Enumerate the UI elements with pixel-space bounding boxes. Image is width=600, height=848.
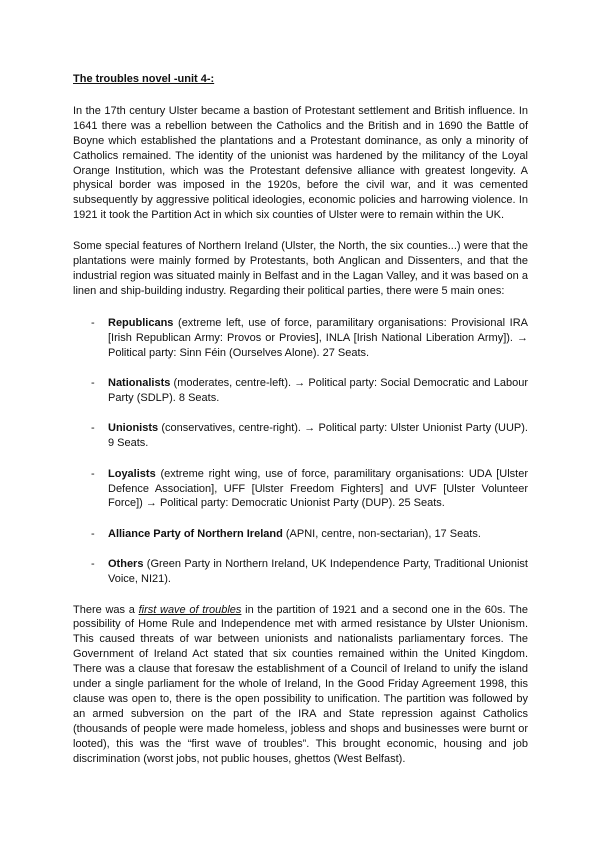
party-description: (extreme right wing, use of force, paramilitary organisations: UDA [Ulster Defence Association], UFF [Ulster Freedom Fighters] and UVF [Ulster Volunteer Force]) → Political party: Democratic Unionist Party (DUP). 25 Seats. (108, 467, 528, 510)
party-list (73, 316, 528, 587)
document-title: The troubles novel -unit 4-: (73, 73, 215, 85)
party-description: (Green Party in Northern Ireland, UK Independence Party, Traditional Unionist Voice, NI21). (108, 558, 528, 586)
list-dash: - (91, 558, 95, 571)
first-wave-emphasis: first wave of troubles (138, 603, 242, 616)
list-dash: - (91, 316, 95, 329)
party-name: Loyalists (108, 467, 156, 480)
party-item-alliance (73, 527, 528, 542)
party-item-others (73, 557, 528, 587)
list-dash: - (91, 377, 95, 389)
party-description: (APNI, centre, non-sectarian), 17 Seats. (282, 527, 481, 540)
party-item-republicans (73, 316, 528, 361)
paragraph-troubles-rest: in the partition of 1921 and a second one in the 60s. The possibility of Home Rule and Independence met with armed resistance by Ulster Unionism. This caused threats of war between unionists and nationalists parliamentary forces. The Government of Ireland Act stated that six counties remained within the United Kingdom. There was a clause that foresaw the establishment of a Council of Ireland to unify the island under a single parliament for the whole of Ireland, In the Good Friday Agreement 1998, this clause was open to, there is the open possibility to unification. The partition was followed by an armed subversion on the part of the IRA and State repression against Catholics (thousands of people were made homeless, jobless and shops and businesses were burnt or looted), this was the “first wave of troubles”. This brought economic, housing and job discrimination (worst jobs, not public houses, ghettos (West Belfast). (73, 603, 528, 765)
paragraph-troubles (73, 603, 528, 767)
list-dash: - (91, 422, 95, 435)
paragraph-history: In the 17th century Ulster became a bastion of Protestant settlement and British influence. In 1641 there was a rebellion between the Catholics and the British and in 1690 the Battle of Boyne which established the plantations and a Protestant dominance, as only a minority of Catholics remained. The identity of the unionist was hardened by the militancy of the Loyal Orange Institution, which was the Protestant defensive alliance with greatest longevity. A physical border was imposed in the 1920s, before the civil war, and it was cemented subsequently by aggressive political ideologies, economic policies and harrowing violence. In 1921 it took the Partition Act in which six counties of Ulster were to remain within the UK. (73, 104, 528, 222)
paragraph-troubles-start: There was a (73, 603, 139, 616)
party-item-loyalists (73, 467, 528, 512)
party-name: Nationalists (108, 377, 171, 389)
party-name: Republicans (108, 316, 174, 329)
party-description: (extreme left, use of force, paramilitary organisations: Provisional IRA [Irish Republican Army: Provos or Provies], INLA [Irish National Liberation Army]). → Political party: Sinn Féin (Ourselves Alone). 27 Seats. (108, 316, 528, 359)
party-name: Others (108, 558, 144, 571)
list-dash: - (91, 527, 95, 540)
paragraph-features: Some special features of Northern Ireland (Ulster, the North, the six counties...) were that the plantations were mainly formed by Protestants, both Anglican and Dissenters, and that the industrial region was situated mainly in Belfast and in the Lagan Valley, and it was based on a linen and ship-building industry. Regarding their political parties, there were 5 main ones: (73, 240, 528, 297)
list-dash: - (91, 467, 95, 480)
party-description: (conservatives, centre-right). → Political party: Ulster Unionist Party (UUP). 9 Seats. (108, 422, 528, 450)
party-name: Alliance Party of Northern Ireland (108, 527, 283, 540)
party-description: (moderates, centre-left). → Political party: Social Democratic and Labour Party (SDLP). 8 Seats. (108, 377, 528, 404)
party-name: Unionists (108, 422, 159, 435)
party-item-unionists (73, 421, 528, 451)
party-item-nationalists (73, 376, 528, 406)
